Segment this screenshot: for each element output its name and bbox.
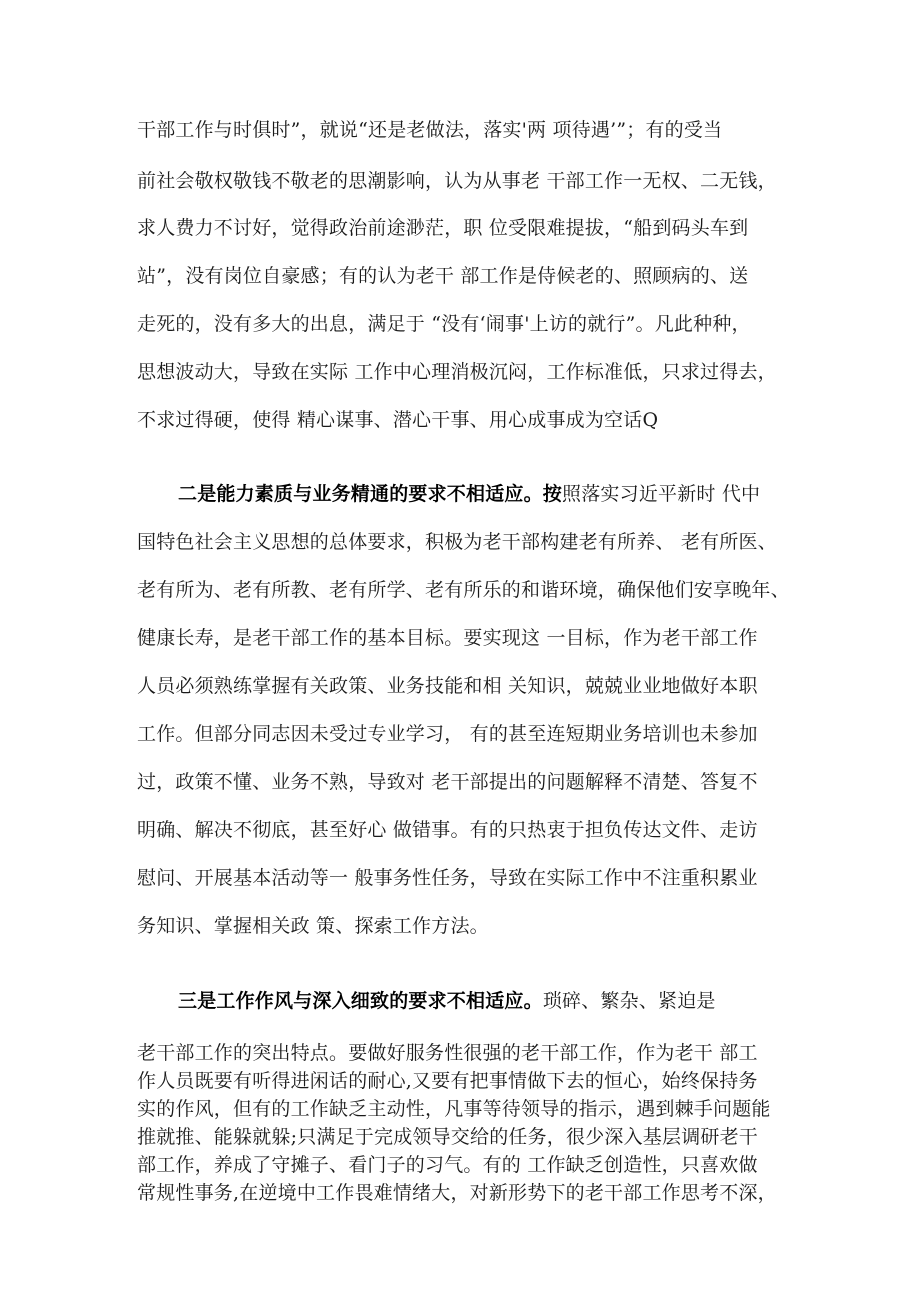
text-line: 部工作，养成了守摊子、看门子的习气。有的 工作缺乏创造性，只喜欢做 [137, 1154, 758, 1176]
text-line: 工作。但部分同志因未受过专业学习， 有的甚至连短期业务培训也未参加 [137, 723, 758, 745]
text-line: 干部工作与时俱时”，就说“还是老做法，落实'两 项待遇’”；有的受当 [137, 119, 723, 141]
text-line: 思想波动大，导致在实际 工作中心理消极沉闷，工作标准低，只求过得去， [137, 361, 777, 383]
text-line: 走死的，没有多大的出息，满足于 “没有‘闹事'上访的就行”。凡此种种， [137, 313, 751, 335]
section-heading: 三是工作作风与深入细致的要求不相适应。 [178, 990, 543, 1012]
text-line: 老有所为、老有所教、老有所学、老有所乐的和谐环境，确保他们安享晚年、 [137, 579, 790, 601]
text-line: 前社会敬权敬钱不敬老的思潮影响，认为从事老 干部工作一无权、二无钱， [137, 170, 777, 192]
text-line: 过，政策不懂、业务不熟，导致对 老干部提出的问题解释不清楚、答复不 [137, 771, 758, 793]
text-span: 照落实习近平新时 代中 [562, 483, 761, 505]
text-line: 国特色社会主义思想的总体要求，积极为老干部构建老有所养、 老有所医、 [137, 531, 777, 553]
text-line: 健康长寿，是老干部工作的基本目标。要实现这 一目标，作为老干部工作 [137, 627, 758, 649]
text-line: 站”，没有岗位自豪感；有的认为老干 部工作是侍候老的、照顾病的、送 [137, 265, 749, 287]
text-line: 务知识、掌握相关政 策、探索工作方法。 [137, 915, 489, 937]
text-line: 常规性事务,在逆境中工作畏难情绪大，对新形势下的老干部工作思考不深， [137, 1182, 777, 1204]
section-heading: 二是能力素质与业务精通的要求不相适应。按 [178, 483, 563, 505]
text-line: 慰问、开展基本活动等一 般事务性任务，导致在实际工作中不注重积累业 [137, 867, 758, 889]
text-line: 不求过得硬，使得 精心谋事、潜心干事、用心成事成为空话Q [137, 409, 659, 431]
text-line: 求人费力不讨好，觉得政治前途渺茫，职 位受限难提拔，“船到码头车到 [137, 217, 749, 239]
text-line: 推就推、能躲就躲;只满足于完成领导交给的任务，很少深入基层调研老干 [137, 1126, 759, 1148]
text-line: 老干部工作的突出特点。要做好服务性很强的老干部工作，作为老干 部工 [137, 1042, 758, 1064]
text-span: 琐碎、繁杂、紧迫是 [542, 990, 716, 1012]
text-line: 人员必须熟练掌握有关政策、业务技能和相 关知识，兢兢业业地做好本职 [137, 675, 758, 697]
text-line: 作人员既要有听得进闲话的耐心,又要有把事情做下去的恒心，始终保持务 [137, 1070, 758, 1092]
text-line: 明确、解决不彻底，甚至好心 做错事。有的只热衷于担负传达文件、走访 [137, 819, 758, 841]
paragraph-first-line [178, 482, 760, 506]
text-line: 实的作风，但有的工作缺乏主动性，凡事等待领导的指示，遇到棘手问题能 [137, 1098, 771, 1120]
paragraph-first-line [178, 989, 716, 1013]
